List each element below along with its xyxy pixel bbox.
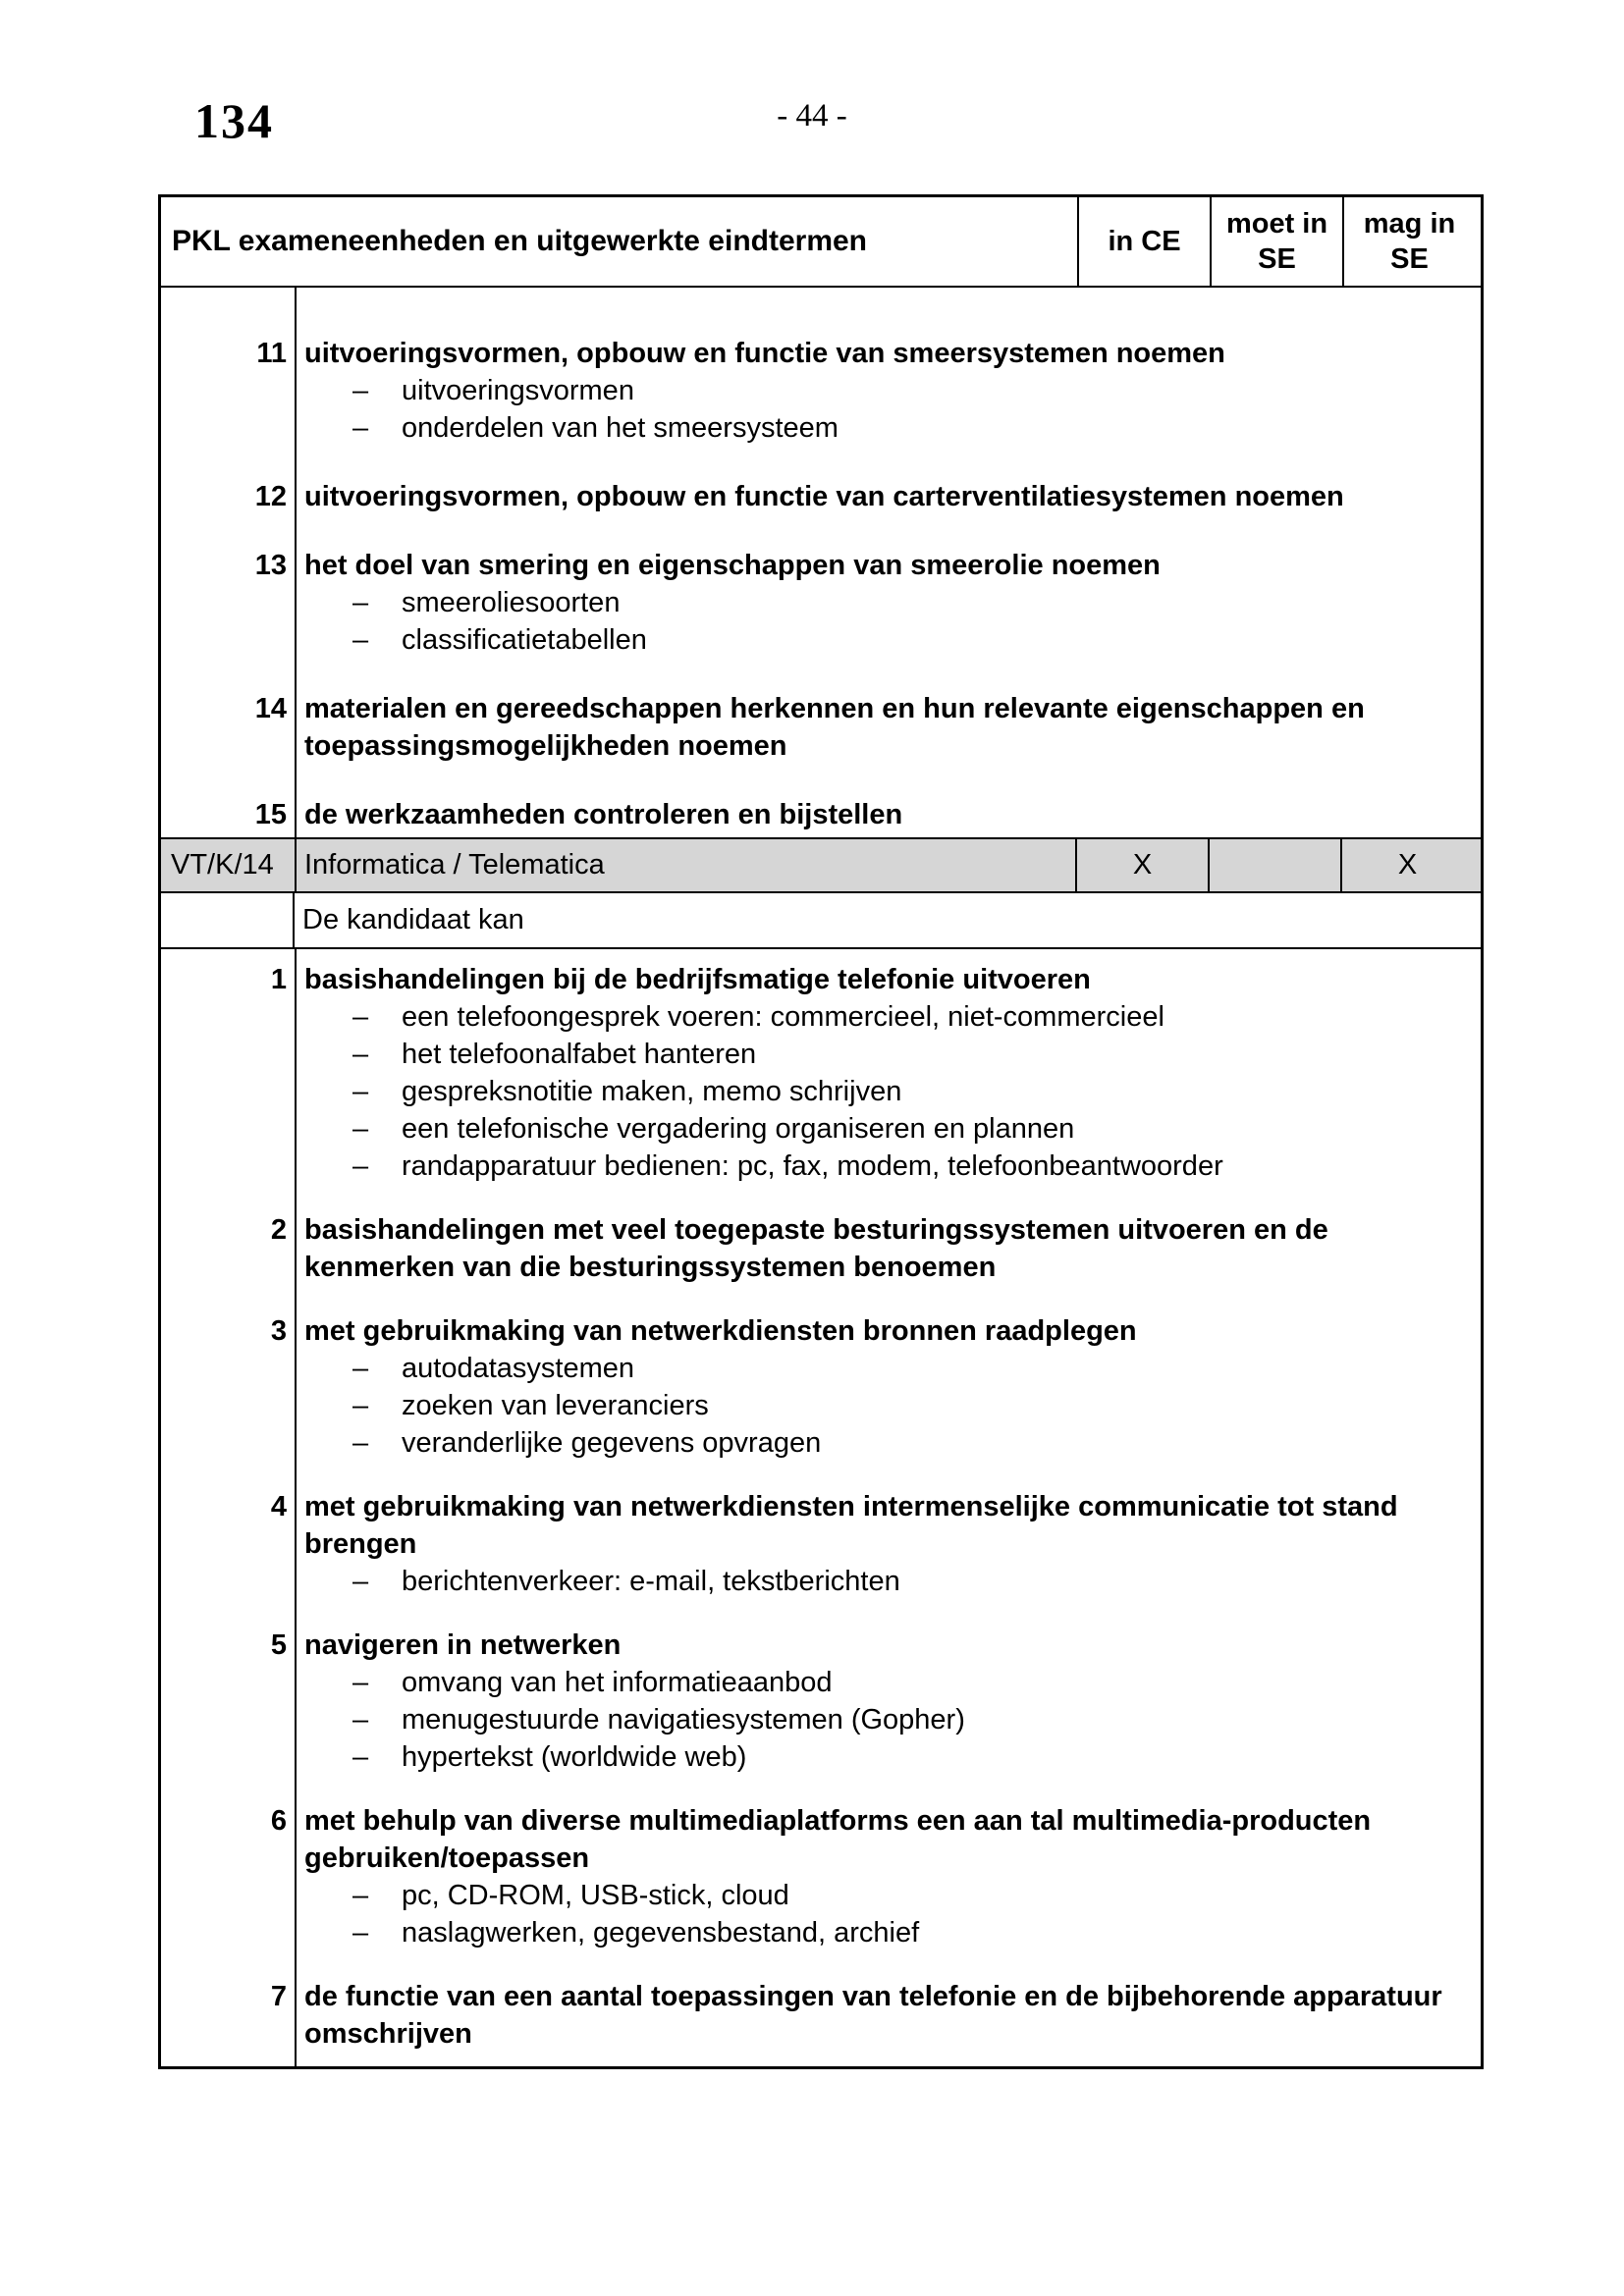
eindterm-item-1 — [161, 961, 1481, 1185]
eindterm-item-6 — [161, 1802, 1481, 1951]
eindterm-number: 4 — [270, 1491, 287, 1522]
page-number: 134 — [194, 93, 274, 148]
eindterm-sub-item — [304, 621, 1481, 659]
dash-bullet: – — [352, 1150, 369, 1182]
eindterm-sub-text: randapparatuur bedienen: pc, fax, modem, telefoonbeantwoorder — [402, 1150, 1223, 1182]
eindterm-item-15 — [161, 796, 1481, 833]
eindterm-item-7 — [161, 1978, 1481, 2053]
eindterm-text: het doel van smering en eigenschappen van smeerolie noemen — [304, 550, 1161, 581]
kandidaat-number-cell — [161, 893, 295, 947]
unit-moet-in-se-mark — [1208, 839, 1340, 891]
dash-bullet: – — [352, 1353, 369, 1384]
eindterm-sub-item — [304, 1387, 1481, 1424]
upper-eindtermen-section — [161, 288, 1481, 837]
eindterm-sub-text: naslagwerken, gegevensbestand, archief — [402, 1917, 920, 1949]
eindterm-number: 6 — [270, 1805, 287, 1837]
eindterm-number: 5 — [270, 1629, 287, 1661]
dash-bullet: – — [352, 1704, 369, 1735]
unit-row-vtk14 — [161, 837, 1481, 893]
unit-in-ce-mark: X — [1075, 839, 1208, 891]
eindterm-sub-item — [304, 1914, 1481, 1951]
eindterm-number: 11 — [256, 338, 287, 369]
eindterm-text: uitvoeringsvormen, opbouw en functie van smeersystemen noemen — [304, 338, 1225, 369]
table-header-row — [161, 197, 1481, 288]
dash-bullet: – — [352, 1667, 369, 1698]
eindterm-sub-item — [304, 1036, 1481, 1073]
dash-bullet: – — [352, 1880, 369, 1911]
eindterm-item-14 — [161, 690, 1481, 765]
eindterm-text: basishandelingen bij de bedrijfsmatige telefonie uitvoeren — [304, 964, 1091, 995]
eindterm-sub-text: veranderlijke gegevens opvragen — [402, 1427, 822, 1459]
dash-bullet: – — [352, 1390, 369, 1421]
eindterm-sub-item — [304, 1110, 1481, 1148]
eindterm-item-5 — [161, 1627, 1481, 1776]
header-col-mag-in-se: mag in SE — [1342, 197, 1475, 286]
unit-title: Informatica / Telematica — [295, 839, 1075, 891]
dash-bullet: – — [352, 1917, 369, 1949]
dash-bullet: – — [352, 375, 369, 406]
eindterm-text: de functie van een aantal toepassingen van telefonie en de bijbehorende apparatuur omschrijven — [304, 1981, 1442, 2050]
eindterm-sub-item — [304, 409, 1481, 447]
eindterm-sub-text: smeeroliesoorten — [402, 587, 621, 618]
dash-bullet: – — [352, 1113, 369, 1145]
eindterm-text: met gebruikmaking van netwerkdiensten bronnen raadplegen — [304, 1315, 1137, 1347]
eindterm-item-2 — [161, 1211, 1481, 1286]
eindterm-sub-text: gespreksnotitie maken, memo schrijven — [402, 1076, 902, 1107]
eindterm-sub-item — [304, 584, 1481, 621]
dash-bullet: – — [352, 1039, 369, 1070]
lower-eindtermen-section — [161, 949, 1481, 2066]
unit-mag-in-se-mark: X — [1340, 839, 1473, 891]
eindterm-item-13 — [161, 547, 1481, 659]
eindterm-text: navigeren in netwerken — [304, 1629, 622, 1661]
eindterm-sub-text: autodatasystemen — [402, 1353, 634, 1384]
eindterm-item-4 — [161, 1488, 1481, 1600]
eindterm-sub-text: het telefoonalfabet hanteren — [402, 1039, 757, 1070]
kandidaat-row — [161, 893, 1481, 949]
eindterm-sub-text: zoeken van leveranciers — [402, 1390, 709, 1421]
dash-bullet: – — [352, 1741, 369, 1773]
dash-bullet: – — [352, 1566, 369, 1597]
header-title: PKL exameneenheden en uitgewerkte eindtermen — [172, 225, 868, 257]
dash-bullet: – — [352, 1427, 369, 1459]
dash-bullet: – — [352, 587, 369, 618]
eindterm-sub-item — [304, 1350, 1481, 1387]
eindterm-sub-item — [304, 1148, 1481, 1185]
exam-table — [158, 194, 1484, 2069]
unit-code: VT/K/14 — [171, 849, 274, 881]
eindterm-item-11 — [161, 335, 1481, 447]
dash-bullet: – — [352, 1001, 369, 1033]
eindterm-sub-text: berichtenverkeer: e-mail, tekstberichten — [402, 1566, 900, 1597]
eindterm-sub-item — [304, 1877, 1481, 1914]
header-col-in-ce: in CE — [1077, 197, 1210, 286]
eindterm-sub-text: een telefoongesprek voeren: commercieel, niet-commercieel — [402, 1001, 1164, 1033]
eindterm-sub-text: omvang van het informatieaanbod — [402, 1667, 833, 1698]
eindterm-number: 3 — [270, 1315, 287, 1347]
eindterm-number: 12 — [254, 481, 287, 512]
dash-bullet: – — [352, 1076, 369, 1107]
eindterm-number: 2 — [270, 1214, 287, 1246]
eindterm-sub-text: pc, CD-ROM, USB-stick, cloud — [402, 1880, 789, 1911]
eindterm-sub-text: classificatietabellen — [402, 624, 647, 656]
eindterm-text: de werkzaamheden controleren en bijstellen — [304, 799, 903, 830]
eindterm-sub-item — [304, 1073, 1481, 1110]
eindterm-sub-item — [304, 372, 1481, 409]
eindterm-sub-text: een telefonische vergadering organiseren en plannen — [402, 1113, 1075, 1145]
eindterm-sub-text: uitvoeringsvormen — [402, 375, 634, 406]
eindterm-sub-item — [304, 1664, 1481, 1701]
eindterm-sub-text: hypertekst (worldwide web) — [402, 1741, 747, 1773]
eindterm-number: 7 — [270, 1981, 287, 2012]
folio-number: - 44 - — [777, 98, 847, 133]
eindterm-sub-text: menugestuurde navigatiesystemen (Gopher) — [402, 1704, 965, 1735]
eindterm-sub-item — [304, 1701, 1481, 1738]
eindterm-sub-item — [304, 998, 1481, 1036]
eindterm-number: 14 — [254, 693, 287, 724]
eindterm-text: met behulp van diverse multimediaplatforms een aan tal multimedia-producten gebruiken/toepassen — [304, 1805, 1372, 1874]
eindterm-text: uitvoeringsvormen, opbouw en functie van carterventilatiesystemen noemen — [304, 481, 1344, 512]
dash-bullet: – — [352, 624, 369, 656]
eindterm-item-12 — [161, 478, 1481, 515]
header-col-moet-in-se: moet in SE — [1210, 197, 1342, 286]
eindterm-sub-text: onderdelen van het smeersysteem — [402, 412, 839, 444]
eindterm-text: met gebruikmaking van netwerkdiensten intermenselijke communicatie tot stand brengen — [304, 1491, 1398, 1560]
eindterm-sub-item — [304, 1563, 1481, 1600]
eindterm-sub-item — [304, 1738, 1481, 1776]
eindterm-text: basishandelingen met veel toegepaste besturingssystemen uitvoeren en de kenmerken van die besturingssystemen benoemen — [304, 1214, 1328, 1283]
eindterm-number: 13 — [254, 550, 287, 581]
eindterm-sub-item — [304, 1424, 1481, 1462]
eindterm-text: materialen en gereedschappen herkennen en hun relevante eigenschappen en toepassingsmogelijkheden noemen — [304, 693, 1365, 762]
dash-bullet: – — [352, 412, 369, 444]
eindterm-number: 1 — [270, 964, 287, 995]
eindterm-item-3 — [161, 1312, 1481, 1462]
eindterm-number: 15 — [254, 799, 287, 830]
kandidaat-label: De kandidaat kan — [302, 904, 524, 935]
